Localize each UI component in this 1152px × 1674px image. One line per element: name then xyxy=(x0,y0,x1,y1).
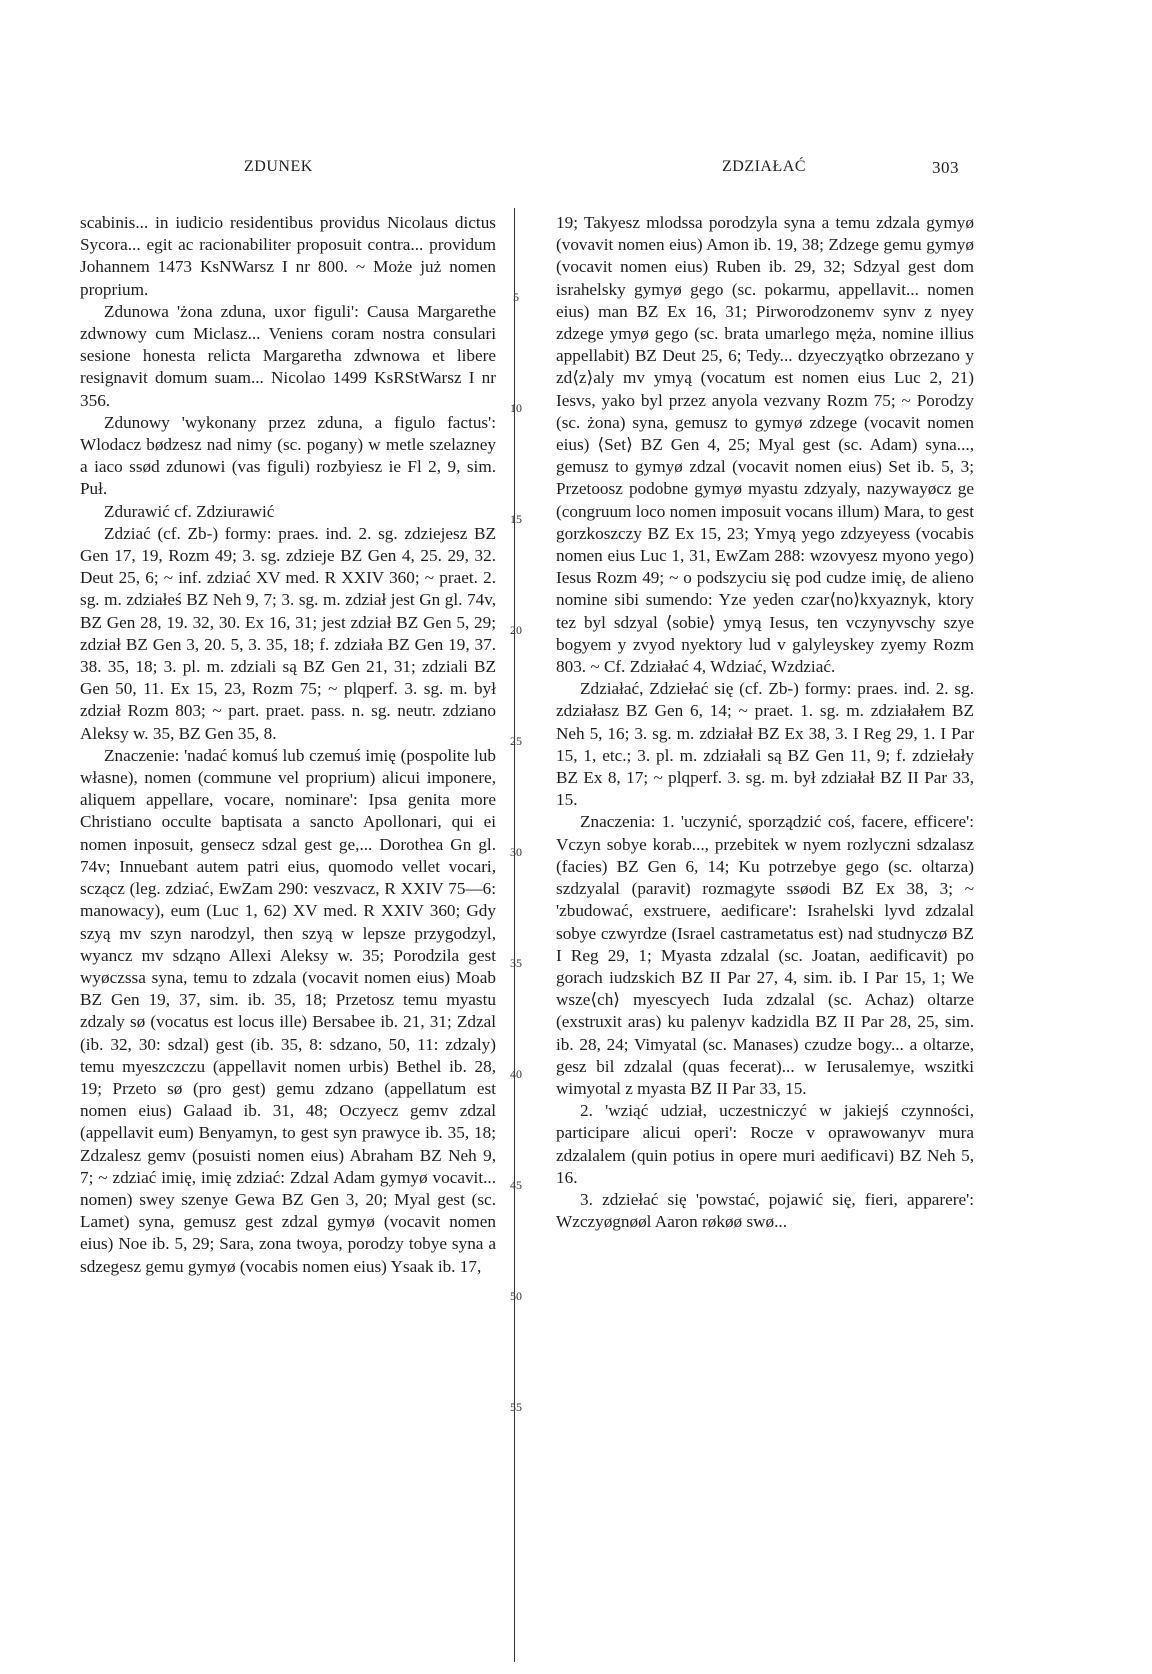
entry-zdziac-meaning: Znaczenie: 'nadać komuś lub czemuś imię (pospolite lub własne), nomen (commune vel proprium) alicui imponere, aliquem appellare, vocare, nominare': Ipsa genita more Christiano occulte baptisata a sancto Apollonari, qui ei nomen inposuit, gensecz sdzal gest ge,... Dorothea Gn gl. 74v; Innuebant autem patri eius, quomodo vellet vocari, scząсz (leg. zdziać, EwZam 290: veszvacz, R XXIV 75—6: manowacy), eum (Luc 1, 62) XV med. R XXIV 360; Gdy szyą mv szyn narodzyl, then szyą w lepsze przygodzyl, wyancz mv sdząno Allexi Aleksy w. 35; Porodzila gest wyøczssa syna, temu to zdzala (vocavit nomen eius) Moab BZ Gen 19, 37, sim. ib. 35, 18; Przetosz temu myastu zdzaly sø (vocatus est locus ille) Bersabee ib. 21, 31; Zdzal (ib. 32, 30: sdzal) gest (ib. 35, 8: sdzano, 50, 11: zdzaly) temu myeszczczu (appellavit nomen urbis) Bethel ib. 28, 19; Przeto sø (pro gest) gemu zdzano (appellatum est nomen eius) Galaad ib. 31, 48; Oczyecz gemv zdzal (appellavit eum) Benyamyn, to gest syn prawyce ib. 35, 18; Zdzalesz gemv (posuisti nomen eius) Abraham BZ Neh 9, 7; ~ zdziać imię, imię zdziać: Zdzal Adam gymyø vocavit... nomen) swey szenye Gewa BZ Gen 3, 20; Myal gest (sc. Lamet) syna, gemusz gest zdzal gymyø (vocavit nomen eius) Noe ib. 5, 29; Sara, zona twoya, porodzy tobye syna a sdzegesz gemu gymyø (vocabis nomen eius) Ysaak ib. 17, xyxy=(80,745,496,1276)
line-number: 50 xyxy=(510,1289,522,1303)
running-head-right: ZDZIAŁAĆ xyxy=(722,158,806,175)
line-number: 15 xyxy=(510,512,522,526)
line-number: 30 xyxy=(510,845,522,859)
entry-paragraph: 19; Takyesz mlodssa porodzyla syna a temu zdzala gymyø (vovavit nomen eius) Amon ib. 19, 38; Zdzege gemu gymyø (vocavit nomen eius) Ruben ib. 29, 32; Sdzyal gest dom israhelsky gymyø gego (sc. pokarmu, appellavit... nomen eius) man BZ Ex 16, 31; Pirworodzonemv synv z nyey zdzege ymyø gego (sc. brata umarlego męża, nomine illius appellabit) BZ Deut 25, 6; Tedy... dzyeczyątko obrzezano y zd⟨z⟩aly mv ymyą (vocatum est nomen eius Luc 2, 21) Iesvs, yako byl przez anyola vezvany Rozm 75; ~ Porodzy (sc. żona) syna, gemusz to gymyø zdzege (vocavit nomen eius) ⟨Set⟩ BZ Gen 4, 25; Myal gest (sc. Adam) syna..., gemusz to gymyø zdzal (vocavit nomen eius) Set ib. 5, 3; Przetoosz podobne gymyø myastu zdzyaly, nazywayøcz ge (congruum loco nomen imposuit vocans illum) Mara, to gest gorzkoszczy BZ Ex 15, 23; Ymyą yego zdzyeyess (vocabis nomen eius Luc 1, 31, EwZam 288: wzovyesz myono yego) Iesus Rozm 49; ~ o podszyciu się pod cudze imię, de alieno nomine sibi sumendo: Yze yeden czar⟨no⟩kxyaznyk, ktory tez byl sdzyal ⟨sobie⟩ ymyą Iesus, ten vczynyvschy szye bogyem y zvyod nyektory lud v galyleyskey zyemy Rozm 803. ~ Cf. Zdziałać 4, Wdziać, Wzdziać. xyxy=(556,213,974,677)
left-column xyxy=(80,212,496,1278)
entry-zdzialac-meaning-2: 2. 'wziąć udział, uczestniczyć w jakiejś czynności, participare alicui operi': Rocze v oprawowanyv mura zdzalalem (quin potius in opere muri aedificavi) BZ Neh 5, 16. xyxy=(556,1101,974,1187)
entry-paragraph: scabinis... in iudicio residentibus providus Nicolaus dictus Sycora... egit ac racionabiliter proposuit contra... providum Johannem 1473 KsNWarsz I nr 800. ~ Może już nomen proprium. xyxy=(80,213,496,299)
line-number: 55 xyxy=(510,1400,522,1414)
line-number: 40 xyxy=(510,1067,522,1081)
entry-zdzialac-meaning-1: Znaczenia: 1. 'uczynić, sporządzić coś, facere, efficere': Vczyn sobye korab..., przebitek w nyem rozlyczni sdzalasz (facies) BZ Gen 6, 14; Ku potrzebye gego (sc. oltarza) szdzyalal (paravit) rozmagyte ssøodi BZ Ex 38, 3; ~ 'zbudować, exstruere, aedificare': Israhelski lyvd zdzalal sobye czwyrdze (Israel castrametatus est) nad studnyczø BZ I Reg 29, 1; Myasta zdzalal (sc. Joatan, aedificavit) po gorach iudzskich BZ II Par 27, 4, sim. ib. I Par 15, 1; We wsze⟨ch⟩ myescyech Iuda zdzalal (sc. Achaz) oltarze (exstruxit aras) ku palenyv kadzidla BZ II Par 28, 25, sim. ib. 28, 24; Vimyatal (sc. Manases) czudze bogy... a oltarze, gesz bil zdzalal (quas fecerat)... w Ierusalemye, wszitki wimyotal z myasta BZ II Par 33, 15. xyxy=(556,812,974,1098)
line-number: 35 xyxy=(510,956,522,970)
entry-zdzialac-meaning-3: 3. zdziełać się 'powstać, pojawić się, fieri, apparere': Wzczyøgnøøl Aaron røkøø swø... xyxy=(556,1189,974,1232)
entry-zdziac-forms: Zdziać (cf. Zb-) formy: praes. ind. 2. sg. zdziejesz BZ Gen 17, 19, Rozm 49; 3. sg. zdzieje BZ Gen 4, 25. 29, 32. Deut 25, 6; ~ inf. zdziać XV med. R XXIV 360; ~ praet. 2. sg. m. zdziałeś BZ Neh 9, 7; 3. sg. m. zdział jest Gn gl. 74v, BZ Gen 28, 19. 32, 30. Ex 16, 31; jest zdział BZ Gen 5, 29; zdział BZ Gen 3, 20. 5, 3. 35, 18; f. zdziała BZ Gen 19, 37. 38. 35, 18; 3. pl. m. zdziali są BZ Gen 21, 31; zdziali BZ Gen 50, 11. Ex 15, 23, Rozm 75; ~ plqperf. 3. sg. m. był zdział Rozm 803; ~ part. praet. pass. n. sg. neutr. zdziano Aleksy w. 35, BZ Gen 35, 8. xyxy=(80,523,496,743)
line-number: 10 xyxy=(510,401,522,415)
entry-zdurawic: Zdurawić cf. Zdziurawić xyxy=(104,501,275,521)
entry-zdunowa: Zdunowa 'żona zduna, uxor figuli': Causa Margarethe zdwnowy cum Miclasz... Veniens coram nostra consulari sesione honesta relicta Margaretha zdwnowa et libere resignavit domum suam... Nicolao 1499 KsRStWarsz I nr 356. xyxy=(80,301,496,410)
line-number: 5 xyxy=(513,290,519,304)
line-number: 20 xyxy=(510,623,522,637)
column-rule xyxy=(514,208,515,1662)
right-column xyxy=(556,212,974,1233)
line-number: 45 xyxy=(510,1178,522,1192)
line-number: 25 xyxy=(510,734,522,748)
running-head-left: ZDUNEK xyxy=(244,158,313,175)
page-number: 303 xyxy=(932,158,959,177)
entry-zdzialac-forms: Zdziałać, Zdziełać się (cf. Zb-) formy: praes. ind. 2. sg. zdziałasz BZ Gen 6, 14; ~ praet. 1. sg. m. zdziałałem BZ Neh 5, 16; 3. sg. m. zdziałał BZ Ex 38, 3. I Reg 29, 1. I Par 15, 1, etc.; 3. pl. m. zdziałali są BZ Gen 11, 9; f. zdziełały BZ Ex 8, 17; ~ plqperf. 3. sg. m. był zdziałał BZ II Par 33, 15. xyxy=(556,679,974,810)
entry-zdunowy: Zdunowy 'wykonany przez zduna, a figulo factus': Wlodacz bødzesz nad nimy (sc. pogany) w metle szelazney a iaco ssød zdunowi (vas figuli) rozbyiesz ie Fl 2, 9, sim. Puł. xyxy=(80,412,496,499)
